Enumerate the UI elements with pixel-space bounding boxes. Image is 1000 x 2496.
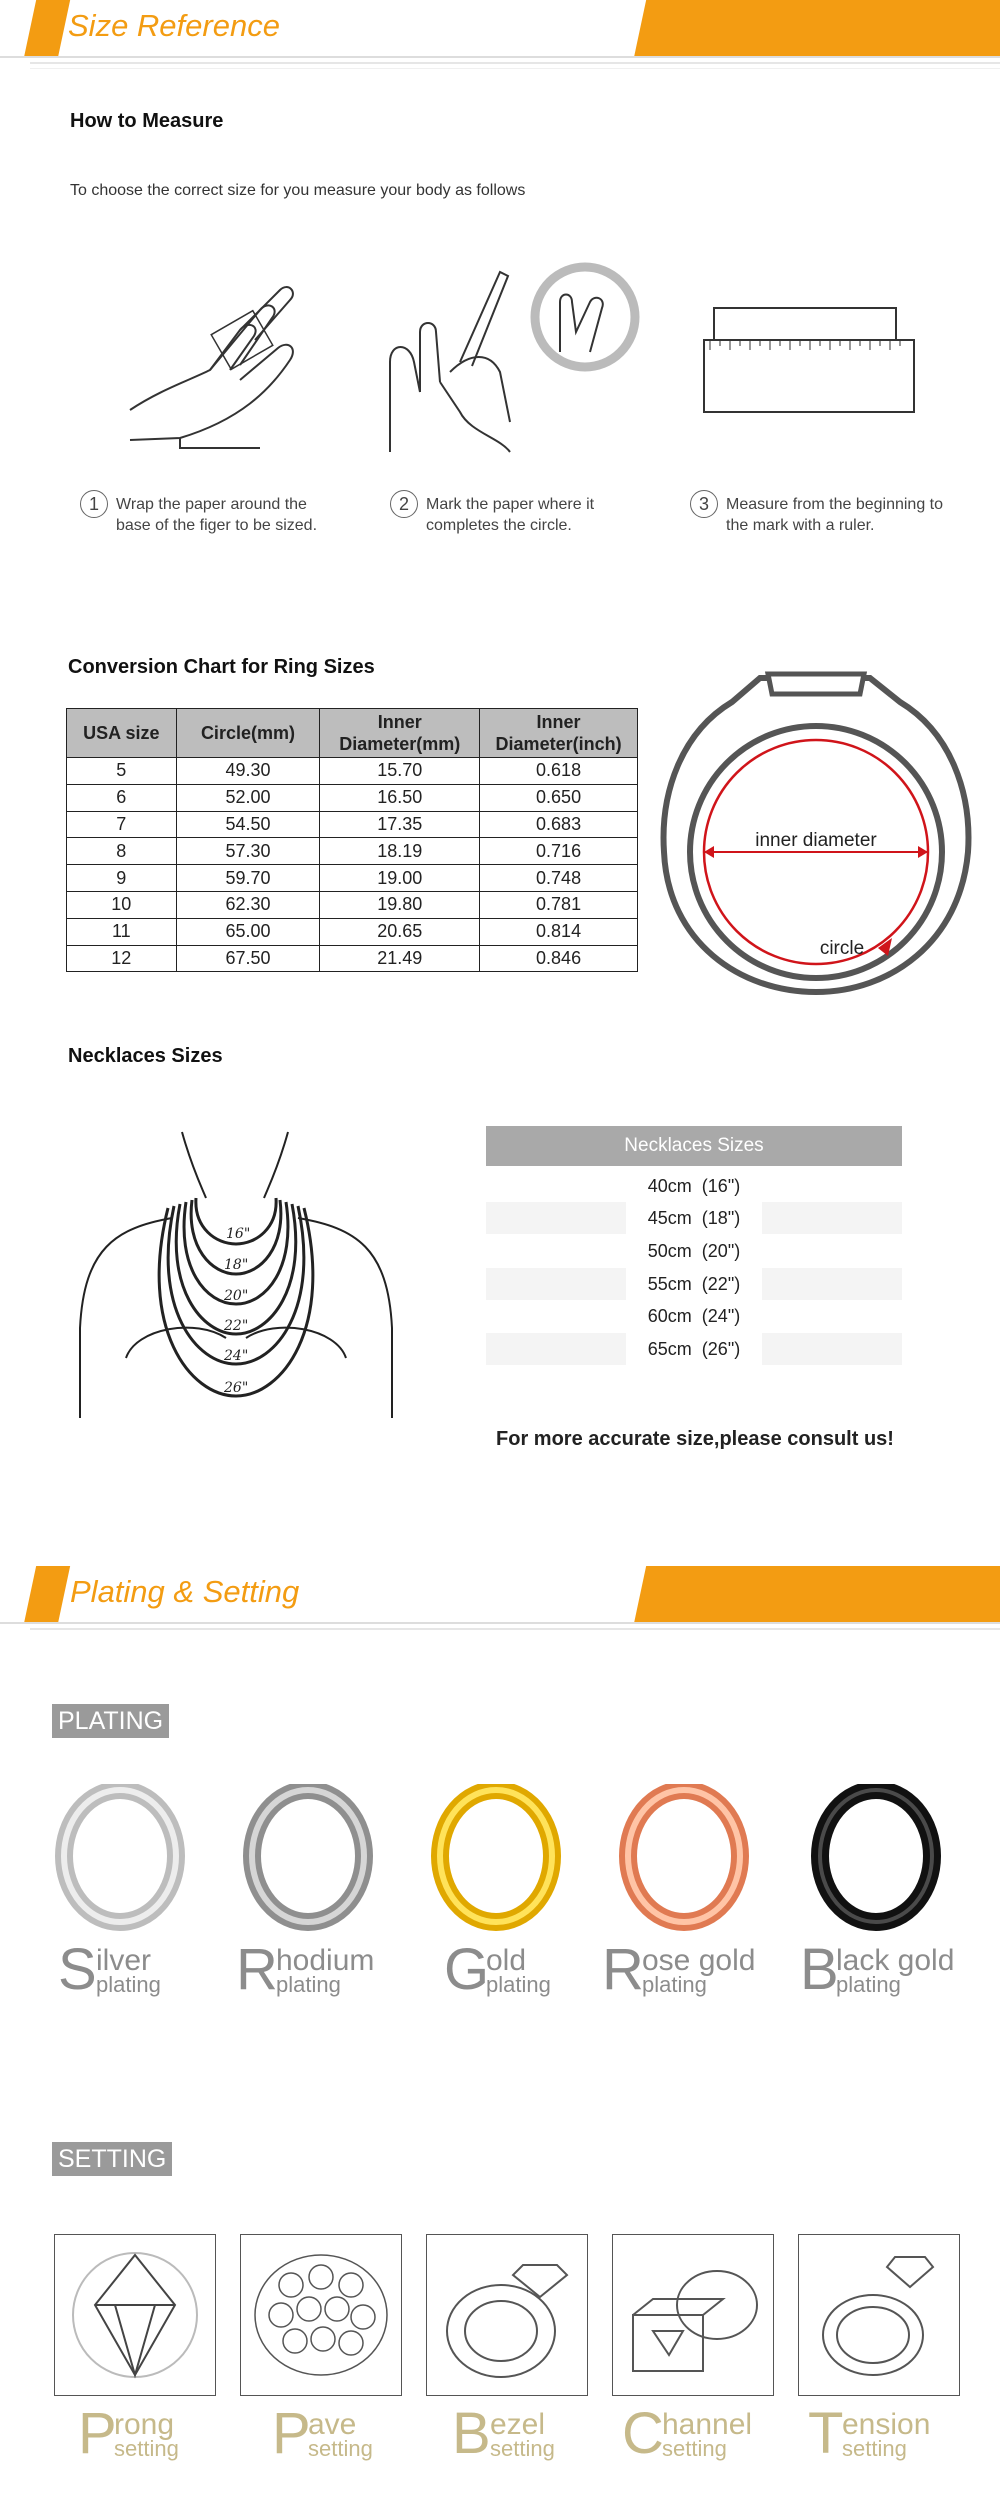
table-cell: 59.70 [176, 865, 320, 892]
caption-initial: R [236, 1937, 278, 2002]
table-header-row [67, 709, 638, 758]
caption-rest: ilver [96, 1944, 152, 1977]
table-cell: 16.50 [320, 784, 480, 811]
banner-accent-bar [634, 1566, 1000, 1624]
column-header: Circle(mm) [176, 709, 320, 758]
gold-ring-icon [428, 1784, 564, 1934]
step-text: Mark the paper where it [426, 496, 595, 513]
setting-caption-tension [808, 2401, 978, 2466]
banner-rule [30, 62, 1000, 64]
table-cell: 0.683 [480, 811, 638, 838]
column-header: USA size [67, 709, 177, 758]
table-cell: 0.814 [480, 918, 638, 945]
table-cell: 5 [67, 758, 177, 785]
banner-rule [30, 68, 1000, 69]
necklace-size-value: 55cm (22") [647, 1273, 741, 1294]
caption-rest: ension [842, 2408, 931, 2441]
step-2 [390, 494, 594, 536]
hand-wrap-illustration [120, 270, 320, 460]
chain-length-label: 24" [224, 1348, 249, 1364]
necklace-size-row [486, 1235, 902, 1267]
caption-sub: setting [308, 2436, 373, 2461]
necklace-size-value: 45cm (18") [647, 1207, 741, 1228]
necklace-size-row [486, 1170, 902, 1202]
caption-rest: old [486, 1944, 527, 1977]
circle-label: circle [819, 938, 865, 959]
table-cell: 62.30 [176, 891, 320, 918]
caption-initial: T [808, 2401, 844, 2466]
table-row [67, 865, 638, 892]
chain-length-label: 22" [224, 1318, 249, 1334]
table-cell: 19.80 [320, 891, 480, 918]
setting-caption-bezel [452, 2401, 592, 2466]
prong-setting-image [54, 2234, 216, 2396]
table-cell: 57.30 [176, 838, 320, 865]
setting-caption-prong [78, 2401, 218, 2466]
table-cell: 0.716 [480, 838, 638, 865]
column-header: Inner Diameter(inch) [480, 709, 638, 758]
caption-rest: ave [308, 2408, 357, 2441]
table-cell: 10 [67, 891, 177, 918]
necklace-bust-illustration [76, 1128, 406, 1438]
section-title: Size Reference [68, 8, 280, 43]
step-number-badge: 3 [690, 490, 718, 518]
table-cell: 0.618 [480, 758, 638, 785]
table-cell: 11 [67, 918, 177, 945]
plating-caption-gold [444, 1937, 584, 2002]
setting-caption-channel [622, 2401, 792, 2466]
caption-sub: plating [96, 1972, 161, 1997]
caption-rest: ose gold [642, 1944, 756, 1977]
chain-length-label: 26" [224, 1380, 249, 1396]
table-cell: 19.00 [320, 865, 480, 892]
caption-rest: hannel [662, 2408, 753, 2441]
rhodium-ring-icon [240, 1784, 376, 1934]
necklace-table-header: Necklaces Sizes [486, 1126, 902, 1166]
necklace-size-value: 50cm (20") [647, 1240, 741, 1261]
necklace-size-row [486, 1333, 902, 1365]
table-row [67, 891, 638, 918]
plating-caption-rose-gold [602, 1937, 782, 2002]
table-row [67, 918, 638, 945]
silver-ring-icon [52, 1784, 188, 1934]
ring-size-table [66, 708, 638, 972]
step-1 [80, 494, 317, 536]
step-text: completes the circle. [426, 517, 572, 534]
table-cell: 9 [67, 865, 177, 892]
table-cell: 7 [67, 811, 177, 838]
caption-initial: B [452, 2401, 491, 2466]
caption-sub: plating [486, 1972, 551, 1997]
step-text: base of the figer to be sized. [116, 517, 318, 534]
banner-accent-bar [634, 0, 1000, 58]
banner-rule [0, 56, 1000, 58]
table-cell: 0.650 [480, 784, 638, 811]
chain-length-label: 16" [226, 1226, 251, 1242]
banner-rule [0, 1622, 1000, 1624]
pave-setting-image [240, 2234, 402, 2396]
necklace-size-row [486, 1202, 902, 1234]
banner-accent [24, 0, 70, 58]
necklace-size-row [486, 1268, 902, 1300]
table-cell: 8 [67, 838, 177, 865]
table-cell: 12 [67, 945, 177, 972]
finger-mark-illustration [380, 262, 650, 458]
table-cell: 0.748 [480, 865, 638, 892]
step-text: Wrap the paper around the [116, 496, 307, 513]
plating-caption-silver [58, 1937, 218, 2002]
table-cell: 49.30 [176, 758, 320, 785]
step-text: Measure from the beginning to [726, 496, 944, 513]
caption-sub: plating [836, 1972, 901, 1997]
ruler-illustration [700, 300, 920, 420]
caption-initial: C [622, 2401, 664, 2466]
table-row [67, 758, 638, 785]
banner-rule [30, 1628, 1000, 1630]
step-3 [690, 494, 943, 536]
table-cell: 67.50 [176, 945, 320, 972]
how-to-measure-intro: To choose the correct size for you measure your body as follows [70, 182, 526, 199]
table-cell: 20.65 [320, 918, 480, 945]
table-row [67, 838, 638, 865]
chain-length-label: 20" [224, 1288, 249, 1304]
setting-tag: SETTING [52, 2142, 172, 2176]
step-number-badge: 1 [80, 490, 108, 518]
plating-caption-rhodium [236, 1937, 396, 2002]
table-cell: 17.35 [320, 811, 480, 838]
table-cell: 54.50 [176, 811, 320, 838]
table-row [67, 784, 638, 811]
consult-note: For more accurate size,please consult us! [496, 1428, 894, 1450]
bezel-setting-image [426, 2234, 588, 2396]
caption-sub: setting [662, 2436, 727, 2461]
section-title: Plating & Setting [70, 1574, 300, 1609]
plating-tag: PLATING [52, 1704, 169, 1738]
inner-diameter-label: inner diameter [755, 830, 877, 851]
table-cell: 18.19 [320, 838, 480, 865]
necklace-size-value: 40cm (16") [647, 1175, 741, 1196]
caption-sub: setting [842, 2436, 907, 2461]
banner-accent [24, 1566, 70, 1624]
ring-diagram [660, 652, 972, 1000]
caption-sub: setting [490, 2436, 555, 2461]
ring-chart-heading: Conversion Chart for Ring Sizes [68, 656, 375, 678]
column-header: Inner Diameter(mm) [320, 709, 480, 758]
step-text: the mark with a ruler. [726, 517, 875, 534]
caption-rest: ezel [490, 2408, 546, 2441]
section-banner-plating-setting [0, 1566, 1000, 1648]
how-to-measure-heading: How to Measure [70, 110, 224, 132]
caption-initial: B [800, 1937, 839, 2002]
table-cell: 15.70 [320, 758, 480, 785]
caption-initial: R [602, 1937, 644, 2002]
table-cell: 21.49 [320, 945, 480, 972]
table-row [67, 811, 638, 838]
table-cell: 6 [67, 784, 177, 811]
black-gold-ring-icon [808, 1784, 944, 1934]
caption-initial: G [444, 1937, 490, 2002]
necklaces-heading: Necklaces Sizes [68, 1045, 223, 1067]
plating-caption-black-gold [800, 1937, 980, 2002]
caption-rest: lack gold [836, 1944, 955, 1977]
caption-initial: P [272, 2401, 311, 2466]
caption-rest: rong [114, 2408, 175, 2441]
caption-sub: setting [114, 2436, 179, 2461]
section-banner-size-reference [0, 0, 1000, 82]
tension-setting-image [798, 2234, 960, 2396]
caption-initial: P [78, 2401, 117, 2466]
table-cell: 0.846 [480, 945, 638, 972]
caption-rest: hodium [276, 1944, 375, 1977]
table-cell: 65.00 [176, 918, 320, 945]
channel-setting-image [612, 2234, 774, 2396]
necklace-size-value: 65cm (26") [647, 1338, 741, 1359]
chain-length-label: 18" [224, 1257, 249, 1273]
caption-initial: S [58, 1937, 97, 2002]
necklace-size-value: 60cm (24") [647, 1305, 741, 1326]
caption-sub: plating [276, 1972, 341, 1997]
table-cell: 52.00 [176, 784, 320, 811]
necklace-size-row [486, 1300, 902, 1332]
step-number-badge: 2 [390, 490, 418, 518]
table-cell: 0.781 [480, 891, 638, 918]
table-row [67, 945, 638, 972]
rose-gold-ring-icon [616, 1784, 752, 1934]
setting-caption-pave [272, 2401, 412, 2466]
caption-sub: plating [642, 1972, 707, 1997]
